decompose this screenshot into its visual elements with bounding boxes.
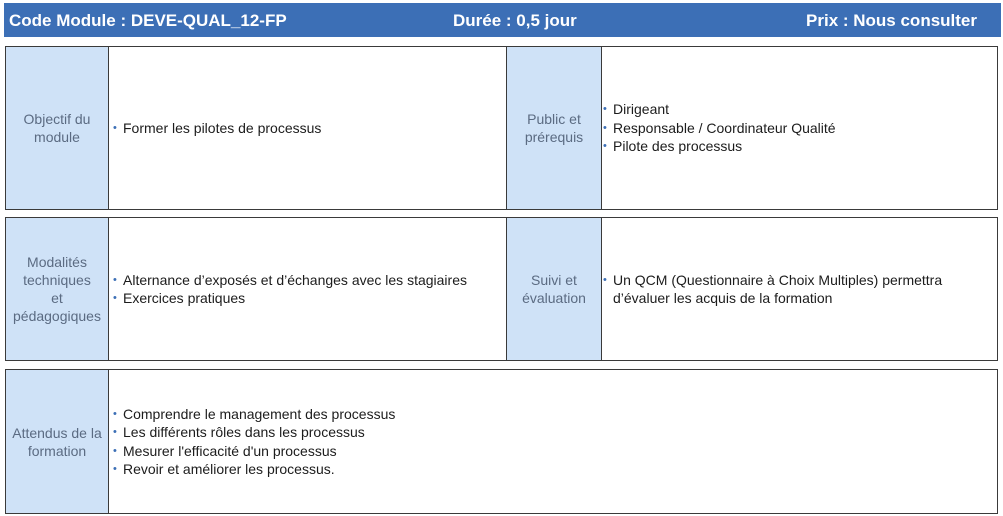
content-attendus xyxy=(109,370,997,513)
label-line: techniques xyxy=(23,272,91,288)
label-line: et xyxy=(51,290,63,306)
label-attendus xyxy=(6,370,109,513)
label-line: formation xyxy=(27,442,87,459)
list-item: • Responsable / Coordinateur Qualité xyxy=(603,119,836,136)
section-attendus xyxy=(5,369,998,514)
label-suivi xyxy=(506,218,602,360)
list-item: • Un QCM (Questionnaire à Choix Multiples) permettra d’évaluer les acquis de la formation xyxy=(603,271,943,306)
bullet-icon: • xyxy=(113,426,117,438)
label-line: Attendus de la xyxy=(12,424,102,441)
content-objectif xyxy=(109,47,505,209)
list-item: • Alternance d’exposés et d’échanges avec les stagiaires xyxy=(113,271,467,288)
list-item: • Revoir et améliorer les processus. xyxy=(113,461,335,477)
content-suivi xyxy=(601,218,997,360)
list-item: • Dirigeant xyxy=(603,101,670,118)
bullet-icon: • xyxy=(113,121,117,134)
bullet-icon: • xyxy=(113,444,117,457)
label-line: module xyxy=(34,129,80,145)
label-line: Suivi et xyxy=(531,272,577,288)
bullet-icon: • xyxy=(603,273,607,286)
bullet-icon: • xyxy=(603,103,607,116)
label-line: évaluation xyxy=(522,290,586,306)
module-price: Prix : Nous consulter xyxy=(806,11,977,30)
list-item: • Exercices pratiques xyxy=(113,290,246,306)
section-objectif-public xyxy=(5,46,998,210)
label-public xyxy=(506,47,602,209)
bullet-icon: • xyxy=(113,463,117,475)
label-objectif xyxy=(6,47,109,209)
list-item: • Pilote des processus xyxy=(603,138,743,155)
list-item: • Les différents rôles dans les processus xyxy=(113,424,365,440)
label-line: Objectif du xyxy=(23,111,91,127)
bullet-icon: • xyxy=(113,292,117,304)
module-duration: Durée : 0,5 jour xyxy=(453,11,577,30)
bullet-icon: • xyxy=(603,121,607,134)
bullet-icon: • xyxy=(113,273,117,286)
list-item: • Former les pilotes de processus xyxy=(113,119,322,136)
label-line: prérequis xyxy=(524,129,584,145)
bullet-icon: • xyxy=(603,140,607,153)
section-modalites-suivi xyxy=(5,217,998,361)
label-line: Modalités xyxy=(27,254,87,270)
list-item: • Mesurer l'efficacité d'un processus xyxy=(113,442,337,459)
bullet-icon: • xyxy=(113,407,117,420)
module-code: Code Module : DEVE-QUAL_12-FP xyxy=(9,11,287,30)
content-modalites xyxy=(109,218,505,360)
label-line: Public et xyxy=(527,111,581,127)
label-line: pédagogiques xyxy=(13,308,101,324)
label-modalites xyxy=(6,218,109,360)
content-public xyxy=(601,47,997,209)
module-header xyxy=(4,3,1001,37)
list-item: • Comprendre le management des processus xyxy=(113,405,396,422)
